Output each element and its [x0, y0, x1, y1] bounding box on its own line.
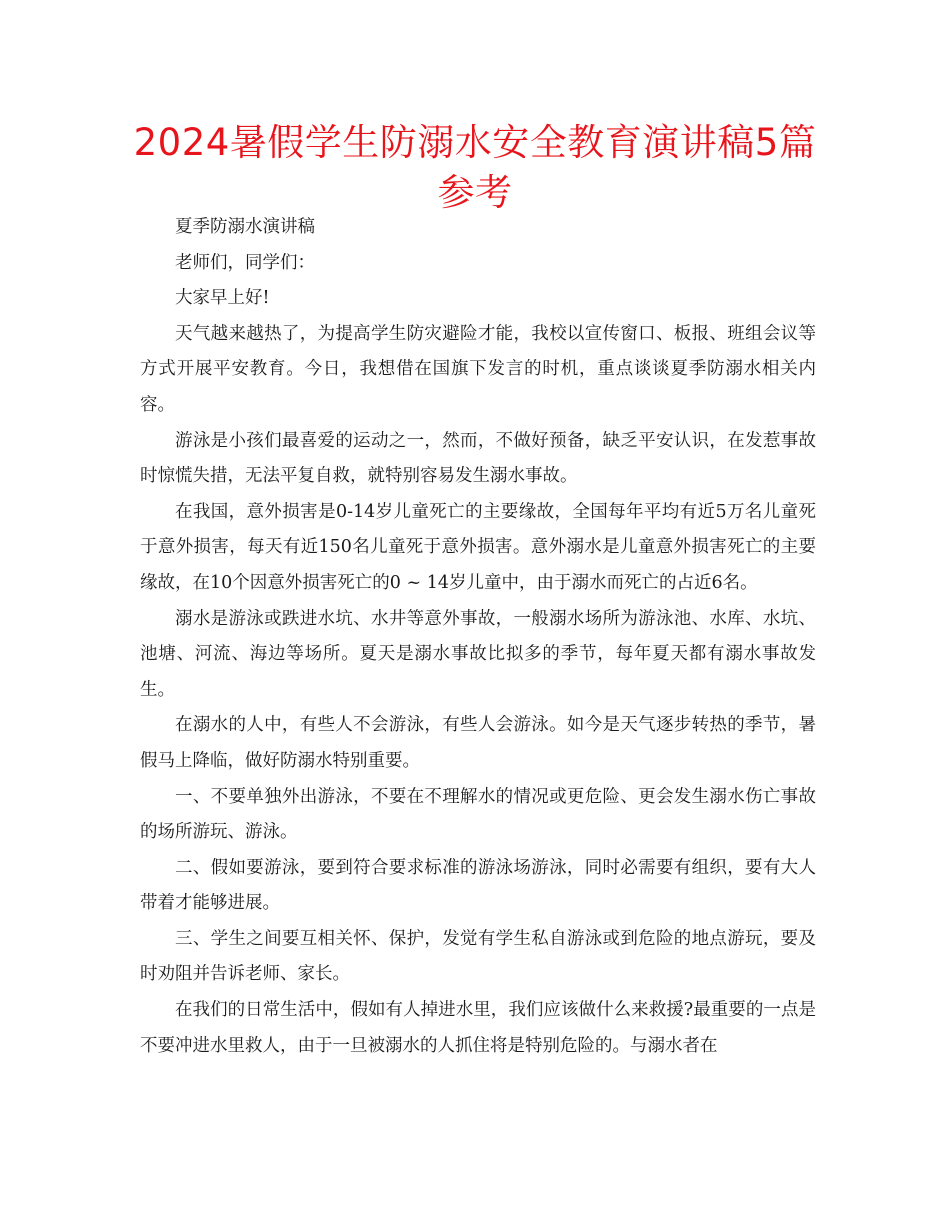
- paragraph: 在我们的日常生活中，假如有人掉进水里，我们应该做什么来救援?最重要的一点是不要冲进水里救人，由于一旦被溺水的人抓住将是特别危险的。与溺水者在: [140, 1000, 816, 1056]
- paragraph: 溺水是游泳或跌进水坑、水井等意外事故，一般溺水场所为游泳池、水库、水坑、池塘、河流、海边等场所。夏天是溺水事故比拟多的季节，每年夏天都有溺水事故发生。: [140, 608, 816, 700]
- paragraph-heading: 夏季防溺水演讲稿: [175, 217, 315, 237]
- paragraph: 在溺水的人中，有些人不会游泳，有些人会游泳。如今是天气逐步转热的季节，暑假马上降临，做好防溺水特别重要。: [140, 715, 816, 771]
- paragraph: 天气越来越热了，为提高学生防灾避险才能，我校以宣传窗口、板报、班组会议等方式开展平安教育。今日，我想借在国旗下发言的时机，重点谈谈夏季防溺水相关内容。: [140, 323, 816, 415]
- paragraph-salutation: 老师们，同学们：: [175, 252, 315, 273]
- paragraph-greeting: 大家早上好!: [175, 288, 270, 309]
- list-item: 一、不要单独外出游泳，不要在不理解水的情况或更危险、更会发生溺水伤亡事故的场所游玩、游泳。: [140, 786, 816, 843]
- title-line-1: 2024暑假学生防溺水安全教育演讲稿5篇: [133, 121, 817, 164]
- paragraph: 游泳是小孩们最喜爱的运动之一，然而，不做好预备，缺乏平安认识，在发惹事故时惊慌失措，无法平复自救，就特别容易发生溺水事故。: [140, 430, 816, 487]
- title-line-2: 参考: [437, 171, 513, 214]
- list-item: 三、学生之间要互相关怀、保护，发觉有学生私自游泳或到危险的地点游玩，要及时劝阻并告诉老师、家长。: [140, 928, 816, 985]
- document-title: [100, 118, 850, 218]
- list-item: 二、假如要游泳，要到符合要求标准的游泳场游泳，同时必需要有组织，要有大人带着才能够进展。: [140, 857, 816, 914]
- paragraph: 在我国，意外损害是0-14岁儿童死亡的主要缘故，全国每年平均有近5万名儿童死于意外损害，每天有近150名儿童死于意外损害。意外溺水是儿童意外损害死亡的主要缘故，在10个因意外损害死亡的0 ~ 14岁儿童中，由于溺水而死亡的占近6名。: [140, 501, 816, 593]
- document-body: [140, 210, 816, 1064]
